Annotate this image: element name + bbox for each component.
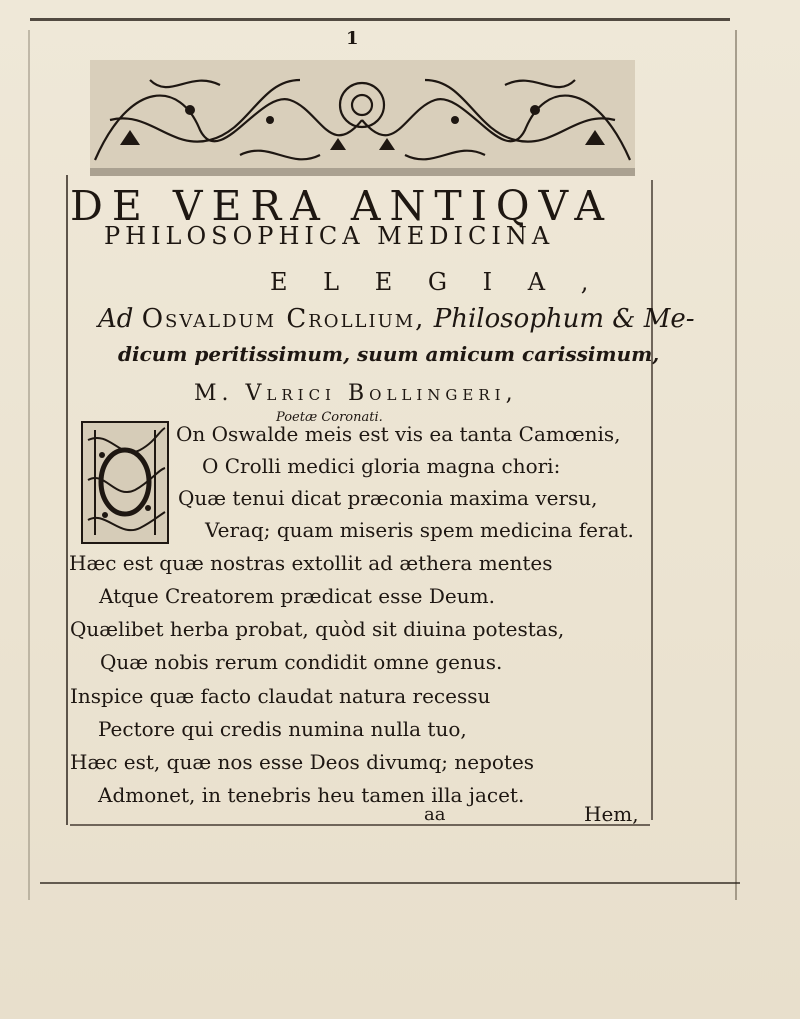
- verse-line-3: Quæ tenui dicat præconia maxima versu,: [178, 486, 598, 510]
- top-rule: [30, 18, 730, 21]
- catchword: Hem,: [584, 802, 639, 826]
- bottom-rule: [40, 882, 740, 884]
- dedication-name: Osvaldum Crollium,: [141, 304, 426, 334]
- dedication-ad: Ad: [98, 304, 134, 334]
- genre-heading: E L E G I A ,: [270, 268, 603, 296]
- page-edge-left: [28, 30, 30, 900]
- text-frame-left: [66, 175, 68, 825]
- verse-line-2: O Crolli medici gloria magna chori:: [202, 454, 561, 478]
- dedication-line-1: [98, 304, 695, 334]
- verse-line-1: On Oswalde meis est vis ea tanta Camœnis,: [176, 422, 621, 446]
- text-frame-right: [651, 180, 653, 820]
- dedication-line-2: dicum peritissimum, suum amicum carissimum,: [118, 342, 660, 366]
- ornamental-headpiece: [90, 60, 635, 176]
- verse-line-8: Quæ nobis rerum condidit omne genus.: [100, 650, 503, 674]
- author-name: M. Vlrici Bollingeri,: [194, 381, 518, 406]
- verse-line-11: Hæc est, quæ nos esse Deos divumq; nepotes: [70, 750, 535, 774]
- page-edge-right: [735, 30, 737, 900]
- author-title: Poetæ Coronati.: [276, 410, 383, 425]
- verse-line-9: Inspice quæ facto claudat natura recessu: [70, 684, 491, 708]
- verse-line-4: Veraq; quam miseris spem medicina ferat.: [205, 518, 634, 542]
- text-frame-bottom: [70, 824, 650, 826]
- verse-line-5: Hæc est quæ nostras extollit ad æthera mentes: [69, 551, 553, 575]
- verse-line-7: Quælibet herba probat, quòd sit diuina potestas,: [70, 617, 565, 641]
- verse-line-6: Atque Creatorem prædicat esse Deum.: [99, 584, 495, 608]
- verse-line-12: Admonet, in tenebris heu tamen illa jacet.: [98, 783, 525, 807]
- decorated-initial-o: [80, 420, 170, 545]
- dedication-rest: Philosophum & Me-: [433, 304, 695, 334]
- folio-number: 1: [346, 28, 359, 49]
- title-line-2: PHILOSOPHICA MEDICINA: [104, 222, 555, 250]
- title-line-1: DE VERA ANTIQVA: [70, 182, 613, 230]
- signature-mark: aa: [424, 804, 446, 825]
- verse-line-10: Pectore qui credis numina nulla tuo,: [98, 717, 467, 741]
